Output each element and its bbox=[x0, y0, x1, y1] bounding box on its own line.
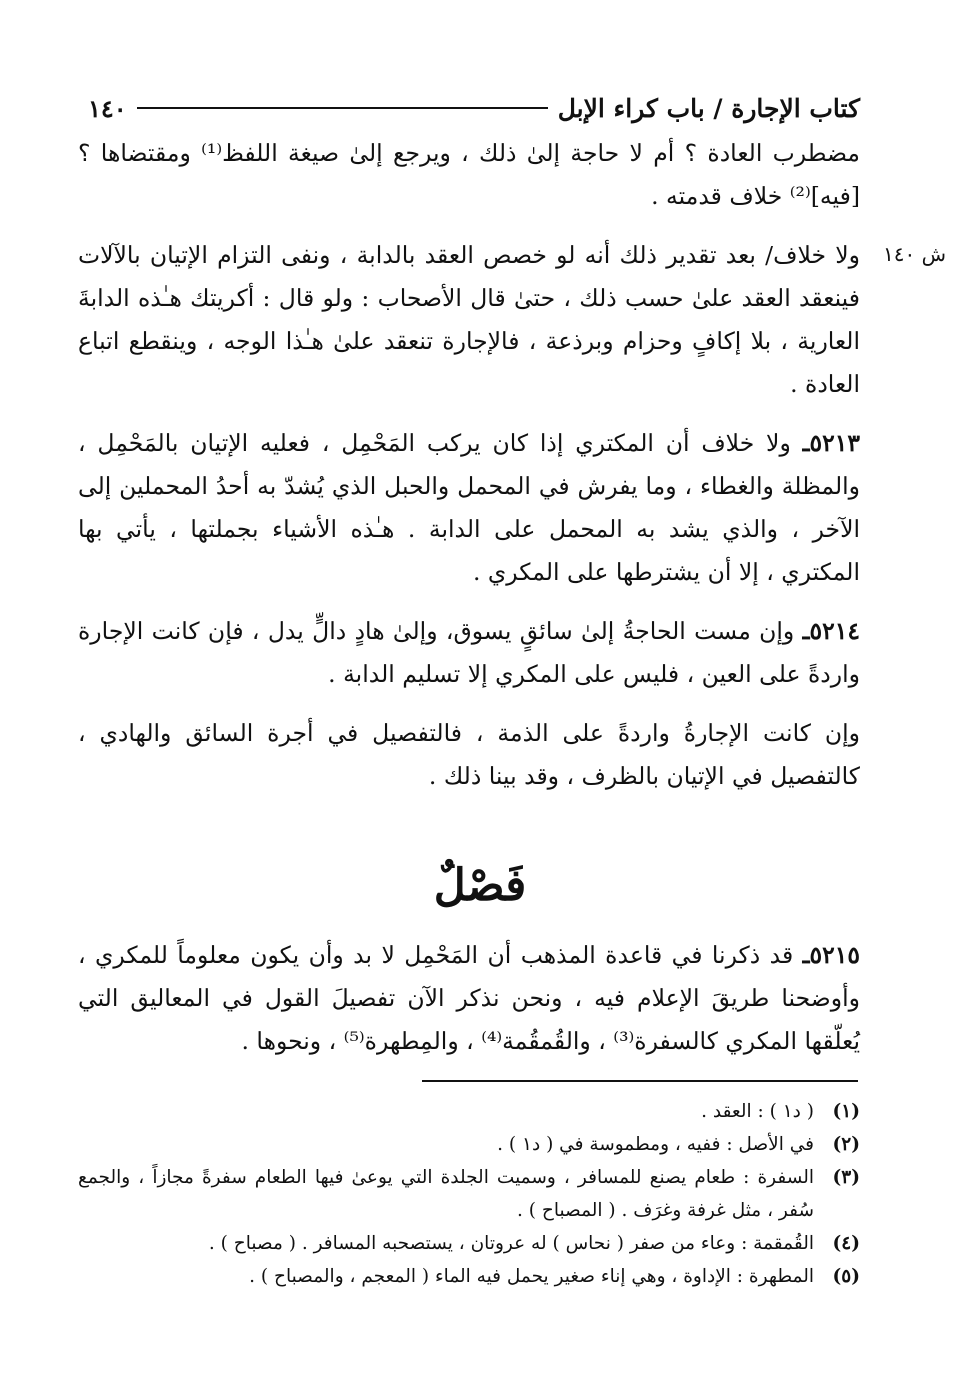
paragraph-text: قد ذكرنا في قاعدة المذهب أن المَحْمِل لا بد وأن يكون معلوماً للمكري ، وأوضحنا طريقَ الإعلام فيه ، ونحن نذكر الآن تفصيلَ القول في المعاليق التي يُعلّقها المكري كالسفرة⁽³⁾ ، والقُمقُمة⁽⁴⁾ ، والمِطهرة⁽⁵⁾ ، ونحوها . bbox=[78, 941, 860, 1055]
footnote-number: (٥) bbox=[832, 1266, 860, 1287]
footnote-number: (٢) bbox=[832, 1134, 860, 1155]
paragraph-number: ٥٢١٣ـ bbox=[802, 429, 860, 457]
paragraph-text: ولا خلاف أن المكتري إذا كان يركب المَحْمِل ، فعليه الإتيان بالمَحْمِل ، والمظلة والغطاء ، وما يفرش في المحمل والحبل الذي يُشدّ به أحدُ المحملين إلى الآخر ، والذي يشد به المحمل على الدابة . هـٰذه الأشياء بجملتها ، يأتي بها المكتري ، إلا أن يشترطها على المكري . bbox=[78, 429, 860, 586]
paragraph-5: وإن كانت الإجارةُ واردةً على الذمة ، فالتفصيل في أجرة السائق والهادي ، كالتفصيل في الإتيان بالظرف ، وقد بينا ذلك . bbox=[78, 719, 860, 790]
footnote-text: المطهرة : الإداوة ، وهي إناء صغير يحمل فيه الماء ( المعجم ، والمصباح ) . bbox=[249, 1266, 814, 1287]
section-heading-fasl: فَصْلٌ bbox=[433, 859, 527, 911]
paragraph-number: ٥٢١٤ـ bbox=[802, 617, 860, 645]
paragraph-number: ٥٢١٥ـ bbox=[802, 941, 860, 969]
footnote-text: القُمقمة : وعاء من صفر ( نحاس ) له عروتان ، يستصحبه المسافر . ( مصباح ) . bbox=[208, 1233, 814, 1254]
main-text bbox=[78, 132, 860, 806]
footnote bbox=[78, 1128, 860, 1161]
paragraph-1: مضطرب العادة ؟ أم لا حاجة إلىٰ ذلك ، ويرجع إلىٰ صيغة اللفظ⁽¹⁾ ومقتضاها ؟ [فيه]⁽²⁾ خلاف قدمته . bbox=[78, 139, 861, 210]
footnote bbox=[78, 1095, 860, 1128]
paragraph-2: ولا خلاف/ بعد تقدير ذلك أنه لو خصص العقد بالدابة ، ونفى التزام الإتيان بالآلات فينعقد العقد علىٰ حسب ذلك ، حتىٰ قال الأصحاب : ولو قال : أكريتك هـٰذه الدابةَ العارية ، بلا إكافٍ وحزام وبرذعة ، فالإجارة تنعقد علىٰ هـٰذا الوجه ، وينقطع اتباع العادة . bbox=[78, 241, 860, 398]
footnote bbox=[78, 1161, 860, 1227]
paragraph-5213 bbox=[78, 422, 860, 594]
running-title: كتاب الإجارة / باب كراء الإبل bbox=[557, 93, 860, 123]
footnote-text: في الأصل : ففيه ، ومطموسة في ( د١ ) . bbox=[497, 1134, 814, 1155]
footnote-separator bbox=[422, 1080, 858, 1082]
paragraph-5215 bbox=[78, 934, 860, 1063]
page-number: ١٤٠ bbox=[88, 93, 127, 123]
footnote-text: ( د١ ) : العقد . bbox=[701, 1101, 814, 1122]
footnote-number: (٤) bbox=[832, 1233, 860, 1254]
footnote-number: (٣) bbox=[832, 1167, 860, 1188]
footnote-number: (١) bbox=[832, 1101, 860, 1122]
header-rule bbox=[137, 107, 548, 109]
page-header bbox=[78, 88, 860, 128]
paragraph-text: وإن مست الحاجةُ إلىٰ سائقٍ يسوق، وإلىٰ هادٍ دالٍّ يدل ، فإن كانت الإجارة واردةً على العين ، فليس على المكري إلا تسليم الدابة . bbox=[78, 617, 860, 688]
footnotes bbox=[78, 1095, 860, 1293]
margin-note: ش ١٤٠ bbox=[882, 242, 946, 266]
footnote bbox=[78, 1260, 860, 1293]
paragraph-5214 bbox=[78, 610, 860, 696]
footnote-text: السفرة : طعام يصنع للمسافر ، وسميت الجلدة التي يوعىٰ فيها الطعام سفرةً مجازاً ، والجمع سُفر ، مثل غرفة وغرَف . ( المصباح ) . bbox=[78, 1167, 814, 1221]
footnote bbox=[78, 1227, 860, 1260]
main-text-continued bbox=[78, 934, 860, 1063]
